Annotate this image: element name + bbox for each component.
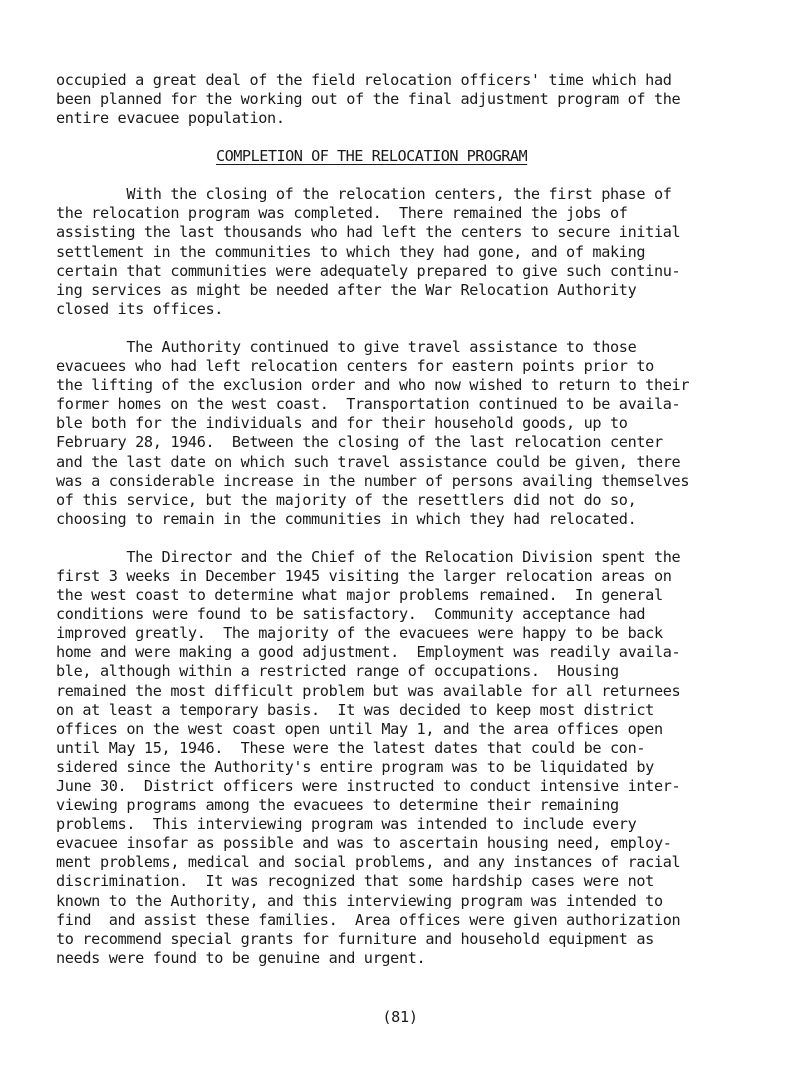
text-line: settlement in the communities to which they had gone, and of making [56, 242, 646, 261]
text-line: ble both for the individuals and for their household goods, up to [56, 414, 628, 433]
text-line: June 30. District officers were instructed to conduct intensive inter- [56, 777, 681, 795]
text-line: ing services as might be needed after the War Relocation Authority [56, 280, 637, 299]
text-line: choosing to remain in the communities in which they had relocated. [56, 509, 637, 528]
text-line: the west coast to determine what major problems remained. In general [56, 586, 663, 605]
text-line: find and assist these families. Area offices were given authorization [56, 910, 681, 929]
text-line: ble, although within a restricted range of occupations. Housing [56, 662, 619, 681]
text-line: sidered since the Authority's entire program was to be liquidated by [56, 757, 654, 776]
text-line: ment problems, medical and social problems, and any instances of racial [56, 853, 681, 872]
section-heading: COMPLETION OF THE RELOCATION PROGRAM [216, 147, 528, 166]
text-line: assisting the last thousands who had left the centers to secure initial [56, 223, 681, 242]
intro-paragraph [56, 71, 756, 128]
text-line: and the last date on which such travel assistance could be given, there [56, 452, 681, 471]
text-line: was a considerable increase in the number of persons availing themselves [56, 471, 690, 490]
text-line: entire evacuee population. [56, 109, 285, 128]
text-line: discrimination. It was recognized that some hardship cases were not [56, 872, 654, 891]
text-line: on at least a temporary basis. It was decided to keep most district [56, 700, 654, 719]
text-line: offices on the west coast open until May 1, and the area offices open [56, 719, 663, 738]
text-line: occupied a great deal of the field relocation officers' time which had [56, 71, 672, 89]
text-line: been planned for the working out of the final adjustment program of the [56, 90, 681, 109]
text-line: evacuees who had left relocation centers for eastern points prior to [56, 357, 654, 376]
text-line: until May 15, 1946. These were the latest dates that could be con- [56, 738, 646, 757]
text-line: known to the Authority, and this interviewing program was intended to [56, 891, 663, 910]
text-line: The Authority continued to give travel assistance to those [56, 337, 637, 356]
document-page [56, 71, 756, 968]
text-line: remained the most difficult problem but was available for all returnees [56, 681, 681, 700]
text-line: the relocation program was completed. There remained the jobs of [56, 204, 628, 223]
text-line: The Director and the Chief of the Relocation Division spent the [56, 547, 681, 566]
text-line: former homes on the west coast. Transportation continued to be availa- [56, 395, 681, 414]
text-line: of this service, but the majority of the resettlers did not do so, [56, 490, 637, 509]
text-line: problems. This interviewing program was intended to include every [56, 815, 637, 834]
paragraph-director-visit [56, 548, 756, 968]
text-line: With the closing of the relocation centers, the first phase of [56, 185, 672, 204]
paragraph-travel-assistance [56, 338, 756, 529]
text-line: certain that communities were adequately prepared to give such continu- [56, 261, 681, 280]
text-line: viewing programs among the evacuees to determine their remaining [56, 796, 619, 815]
text-line: evacuee insofar as possible and was to ascertain housing need, employ- [56, 834, 672, 853]
text-line: home and were making a good adjustment. Employment was readily availa- [56, 643, 681, 662]
text-line: closed its offices. [56, 299, 224, 318]
text-line: conditions were found to be satisfactory. Community acceptance had [56, 605, 646, 624]
text-line: first 3 weeks in December 1945 visiting the larger relocation areas on [56, 566, 672, 585]
text-line: to recommend special grants for furniture and household equipment as [56, 929, 654, 948]
page-number: (81) [382, 1008, 418, 1026]
text-line: the lifting of the exclusion order and who now wished to return to their [56, 376, 690, 395]
text-line: February 28, 1946. Between the closing of the last relocation center [56, 433, 663, 452]
text-line: needs were found to be genuine and urgent. [56, 948, 426, 967]
text-line: improved greatly. The majority of the evacuees were happy to be back [56, 624, 663, 643]
paragraph-closing-centers [56, 185, 756, 319]
